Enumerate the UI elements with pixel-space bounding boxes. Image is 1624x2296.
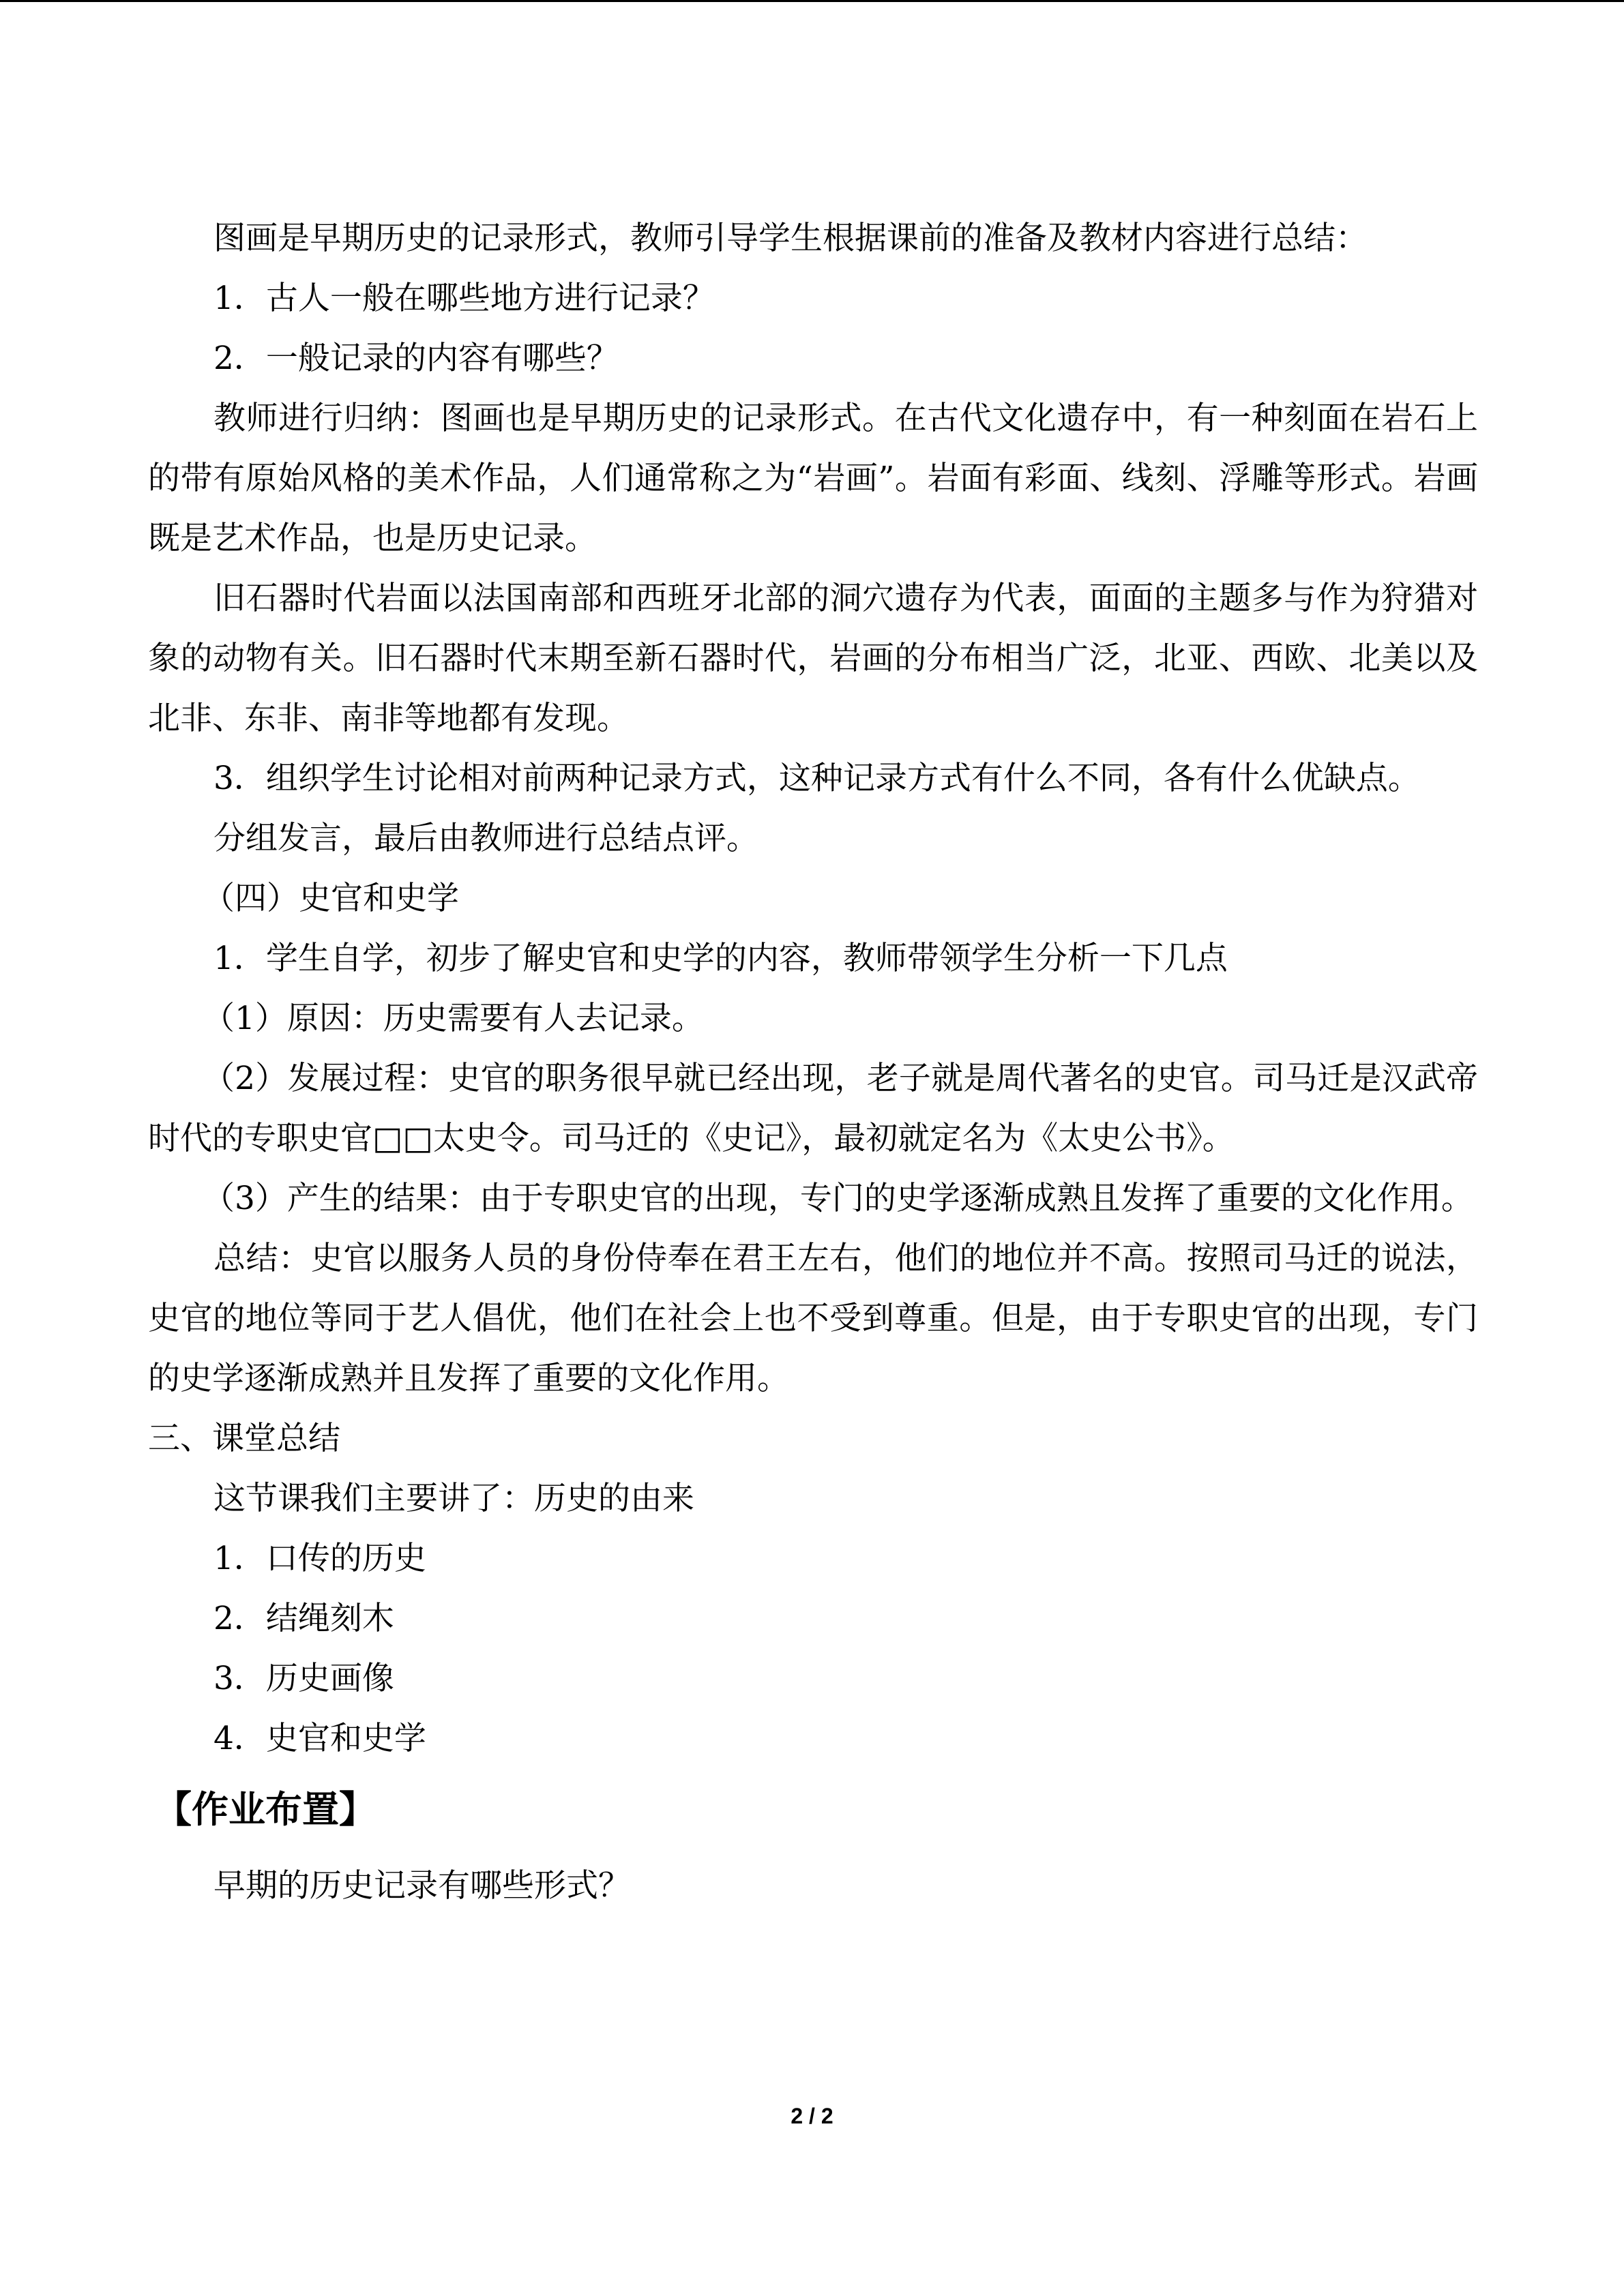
summary-item-1: 1．口传的历史	[213, 1540, 426, 1577]
document-body	[148, 209, 1478, 1916]
paragraph-summary-intro: 这节课我们主要讲了：历史的由来	[213, 1480, 694, 1517]
summary-item-4: 4．史官和史学	[213, 1720, 426, 1757]
list-item-self-study: 1．学生自学，初步了解史官和史学的内容，教师带领学生分析一下几点	[213, 940, 1228, 977]
homework-heading: 【作业布置】	[155, 1788, 376, 1831]
paragraph-conclusion: 总结：史官以服务人员的身份侍奉在君王左右，他们的地位并不高。按照司马迁的说法，史官的地位等同于艺人倡优，他们在社会上也不受到尊重。但是，由于专职史官的出现，专门的史学逐渐成熟并且发挥了重要的文化作用。	[148, 1240, 1478, 1397]
page-number: 2 / 2	[791, 2104, 833, 2128]
homework-question: 早期的历史记录有哪些形式？	[213, 1867, 630, 1905]
list-item-question-1: 1．古人一般在哪些地方进行记录？	[213, 280, 715, 317]
list-item-result: （3）产生的结果：由于专职史官的出现，专门的史学逐渐成熟且发挥了重要的文化作用。	[203, 1180, 1473, 1217]
list-item-discussion-3: 3．组织学生讨论相对前两种记录方式，这种记录方式有什么不同，各有什么优缺点。	[213, 760, 1420, 797]
list-item-question-2: 2．一般记录的内容有哪些？	[213, 340, 619, 377]
paragraph-intro: 图画是早期历史的记录形式，教师引导学生根据课前的准备及教材内容进行总结：	[213, 220, 1368, 257]
list-item-development: （2）发展过程：史官的职务很早就已经出现，老子就是周代著名的史官。司马迁是汉武帝时代的专职史官□□太史令。司马迁的《史记》，最初就定名为《太史公书》。	[148, 1060, 1478, 1157]
paragraph-paleolithic-rock-art: 旧石器时代岩面以法国南部和西班牙北部的洞穴遗存为代表，面面的主题多与作为狩猎对象的动物有关。旧石器时代末期至新石器时代，岩画的分布相当广泛，北亚、西欧、北美以及北非、东非、南非等地都有发现。	[148, 580, 1478, 737]
list-item-reason: （1）原因：历史需要有人去记录。	[203, 1000, 704, 1037]
paragraph-teacher-summary: 教师进行归纳：图画也是早期历史的记录形式。在古代文化遗存中，有一种刻面在岩石上的带有原始风格的美术作品，人们通常称之为“岩画”。岩面有彩面、线刻、浮雕等形式。岩画既是艺术作品，也是历史记录。	[148, 400, 1478, 557]
summary-item-2: 2．结绳刻木	[213, 1600, 394, 1637]
paragraph-group-speech: 分组发言，最后由教师进行总结点评。	[213, 820, 758, 857]
section-title-historians: （四）史官和史学	[203, 880, 459, 917]
summary-item-3: 3．历史画像	[213, 1660, 394, 1697]
section-title-class-summary: 三、课堂总结	[148, 1420, 340, 1457]
